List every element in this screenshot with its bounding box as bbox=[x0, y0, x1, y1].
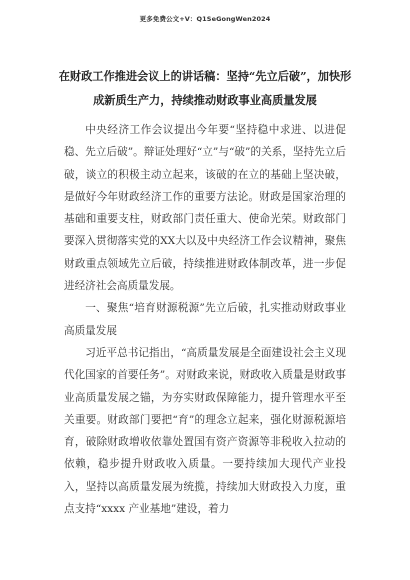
document-body bbox=[64, 119, 346, 520]
paragraph-section-1: 习近平总书记指出，“高质量发展是全面建设社会主义现代化国家的首要任务”。对财政来说，财政收入质量是财政事业高质量发展之锚，为夯实财政保障能力，提升管理水平至关重要。财政部门要把“育”的理念立起来，强化财源税源培育，破除财政增收依靠处置国有资产资源等非税收入拉动的依赖，稳步提升财政收入质量。一要持续加大现代产业投入，坚持以高质量发展为统揽，持续加大财政投入力度，重点支持“xxxx 产业基地”建设，着力 bbox=[64, 346, 346, 516]
section-heading-1: 一、聚焦“培育财源税源”先立后破，扎实推动财政事业高质量发展 bbox=[64, 302, 346, 337]
paragraph-intro: 中央经济工作会议提出今年要“坚持稳中求进、以进促稳、先立后破”。辩证处理好“立”与“破”的关系，坚持先立后破，谈立的积极主动立起来，该破的在立的基础上坚决破，是做好今年财政经济工作的重要方法论。财政是国家治理的基础和重要支柱，财政部门责任重大、使命光荣。财政部门要深入贯彻落实党的XX大以及中央经济工作会议精神，聚焦财政重点领域先立后破，持续推进财政体制改革，进一步促进经济社会高质量发展。 bbox=[64, 124, 346, 293]
document-title: 在财政工作推进会议上的讲话稿：坚持“先立后破”，加快形成新质生产力，持续推动财政事业高质量发展 bbox=[58, 69, 352, 107]
header-note: 更多免费公文+V：Q1SeGongWen2024 bbox=[139, 15, 271, 23]
